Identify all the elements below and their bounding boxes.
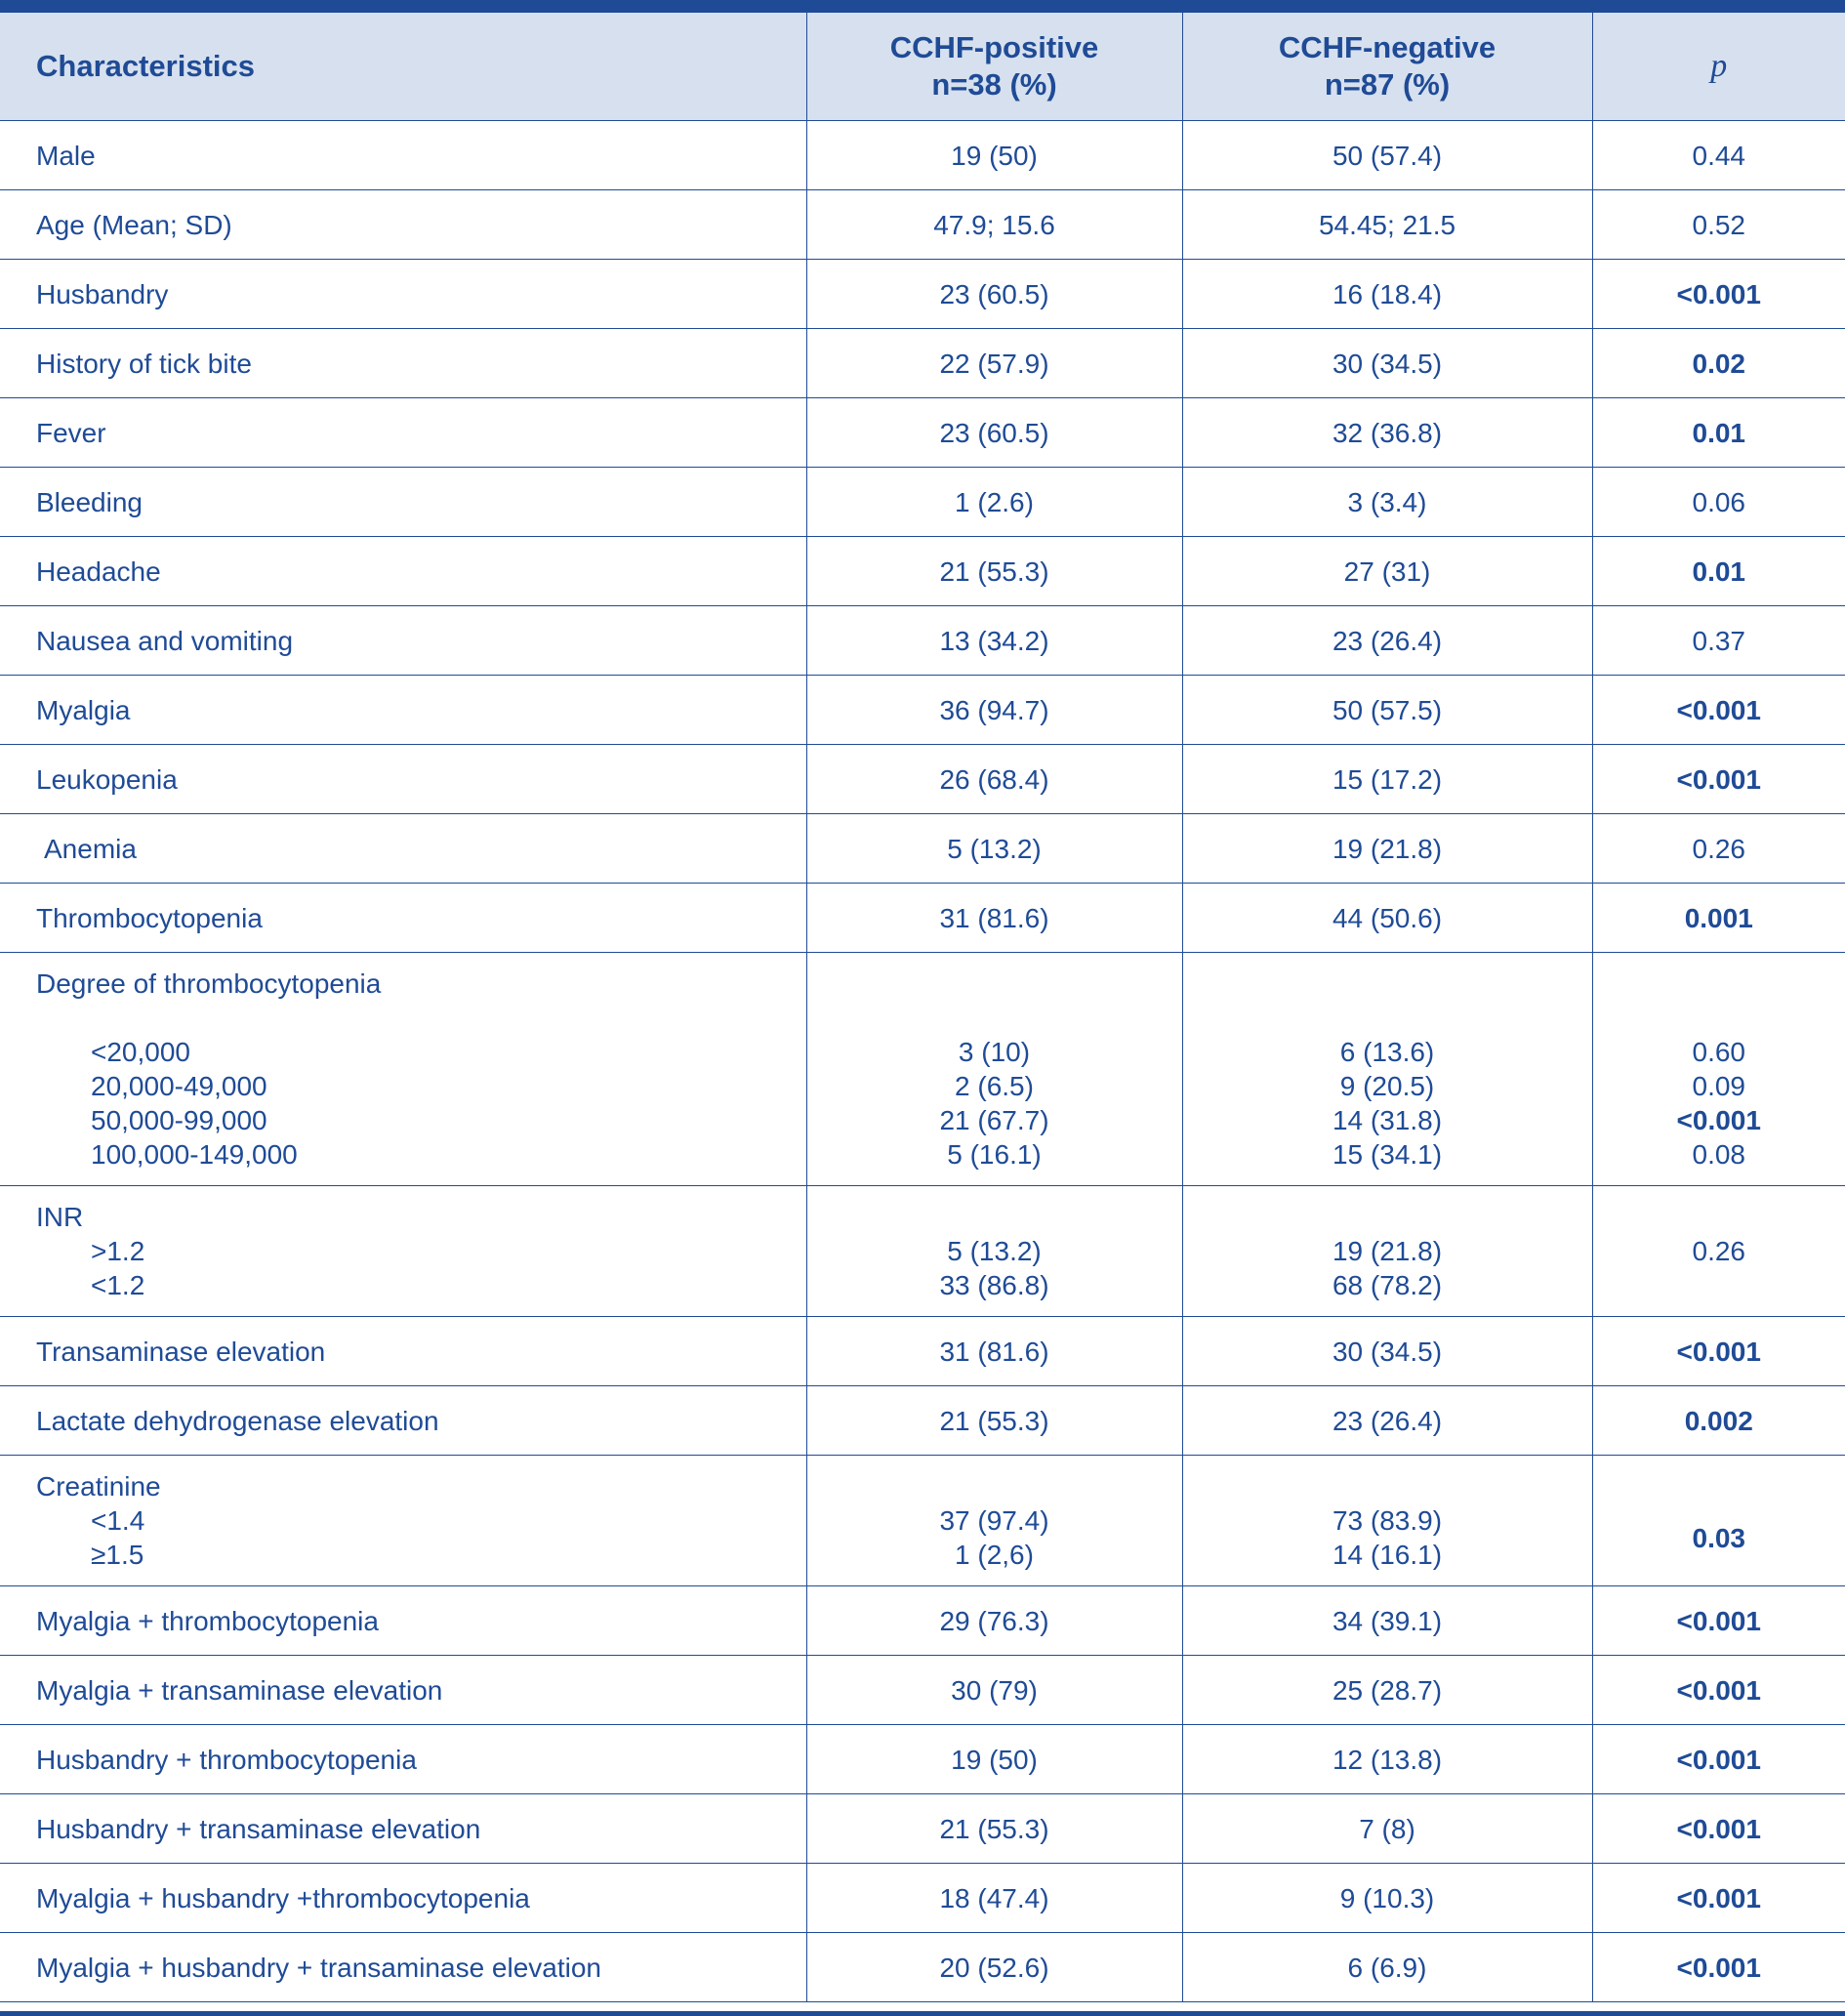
sub-negative: 19 (21.8) — [1332, 1236, 1443, 1266]
row-label: Age (Mean; SD) — [0, 190, 806, 260]
table-row — [0, 1864, 1845, 1933]
spacer — [1605, 1001, 1834, 1035]
row-p: <0.001 — [1592, 745, 1845, 814]
sub-positive: 5 (13.2) — [947, 1236, 1042, 1266]
header-characteristics: Characteristics — [0, 13, 806, 121]
table-row — [0, 398, 1845, 468]
row-label: Husbandry + transaminase elevation — [0, 1794, 806, 1864]
row-positive: 23 (60.5) — [806, 398, 1182, 468]
row-positive: 5 (13.2) — [806, 814, 1182, 884]
row-p: 0.002 — [1592, 1386, 1845, 1456]
row-p: 0.02 — [1592, 329, 1845, 398]
row-p: <0.001 — [1592, 676, 1845, 745]
table-row-inr — [0, 1186, 1845, 1317]
spacer — [36, 1001, 795, 1035]
row-label: Husbandry + thrombocytopenia — [0, 1725, 806, 1794]
row-positive — [806, 953, 1182, 1186]
row-label: Leukopenia — [0, 745, 806, 814]
row-label — [0, 1186, 806, 1317]
row-label: Husbandry — [0, 260, 806, 329]
header-cchf-positive-n: n=38 (%) — [931, 67, 1057, 102]
header-p-value: p — [1592, 13, 1845, 121]
row-label: Myalgia + husbandry +thrombocytopenia — [0, 1864, 806, 1933]
table-row — [0, 884, 1845, 953]
row-positive: 21 (55.3) — [806, 537, 1182, 606]
row-negative: 50 (57.4) — [1182, 121, 1592, 190]
table-row — [0, 329, 1845, 398]
row-negative: 19 (21.8) — [1182, 814, 1592, 884]
row-negative: 25 (28.7) — [1182, 1656, 1592, 1725]
row-positive: 47.9; 15.6 — [806, 190, 1182, 260]
row-label: Myalgia + transaminase elevation — [0, 1656, 806, 1725]
row-negative: 6 (6.9) — [1182, 1933, 1592, 2002]
table-row — [0, 121, 1845, 190]
spacer — [1195, 1200, 1580, 1234]
row-negative: 54.45; 21.5 — [1182, 190, 1592, 260]
sub-positive: 1 (2,6) — [955, 1540, 1034, 1570]
row-p: <0.001 — [1592, 1586, 1845, 1656]
row-positive: 13 (34.2) — [806, 606, 1182, 676]
row-positive: 20 (52.6) — [806, 1933, 1182, 2002]
spacer — [819, 1001, 1170, 1035]
sub-p: 0.60 — [1692, 1037, 1745, 1067]
row-negative: 23 (26.4) — [1182, 1386, 1592, 1456]
row-p: <0.001 — [1592, 1656, 1845, 1725]
group-label: INR — [36, 1202, 84, 1232]
sub-label: 20,000-49,000 — [91, 1071, 267, 1101]
row-label — [0, 1456, 806, 1586]
sub-p: 0.08 — [1692, 1139, 1745, 1170]
table-row — [0, 1317, 1845, 1386]
row-positive: 30 (79) — [806, 1656, 1182, 1725]
sub-negative: 14 (16.1) — [1332, 1540, 1443, 1570]
row-label: Lactate dehydrogenase elevation — [0, 1386, 806, 1456]
sub-negative: 73 (83.9) — [1332, 1505, 1443, 1536]
sub-label: ≥1.5 — [91, 1540, 144, 1570]
row-p: <0.001 — [1592, 1794, 1845, 1864]
row-p: <0.001 — [1592, 1317, 1845, 1386]
row-negative: 30 (34.5) — [1182, 329, 1592, 398]
row-p: 0.44 — [1592, 121, 1845, 190]
row-negative — [1182, 1456, 1592, 1586]
row-p: <0.001 — [1592, 260, 1845, 329]
row-positive: 26 (68.4) — [806, 745, 1182, 814]
sub-label: 100,000-149,000 — [91, 1139, 298, 1170]
sub-positive: 37 (97.4) — [939, 1505, 1049, 1536]
row-label: Fever — [0, 398, 806, 468]
table-row — [0, 1656, 1845, 1725]
row-positive: 36 (94.7) — [806, 676, 1182, 745]
sub-negative: 6 (13.6) — [1339, 1037, 1435, 1067]
row-label: Myalgia + husbandry + transaminase elevation — [0, 1933, 806, 2002]
row-positive: 31 (81.6) — [806, 884, 1182, 953]
header-cchf-negative — [1182, 13, 1592, 121]
header-cchf-negative-title: CCHF-negative — [1278, 30, 1496, 64]
spacer — [1605, 1487, 1834, 1521]
row-negative: 15 (17.2) — [1182, 745, 1592, 814]
row-label: Myalgia + thrombocytopenia — [0, 1586, 806, 1656]
row-label: Thrombocytopenia — [0, 884, 806, 953]
sub-p: 0.09 — [1692, 1071, 1745, 1101]
table-row — [0, 260, 1845, 329]
sub-label: >1.2 — [91, 1236, 145, 1266]
row-label-text: Anemia — [44, 833, 137, 864]
table-row — [0, 537, 1845, 606]
row-p: 0.01 — [1592, 537, 1845, 606]
row-negative: 7 (8) — [1182, 1794, 1592, 1864]
row-p: <0.001 — [1592, 1864, 1845, 1933]
spacer — [1195, 1469, 1580, 1503]
table-header — [0, 13, 1845, 121]
table-row — [0, 1933, 1845, 2002]
row-label: History of tick bite — [0, 329, 806, 398]
row-p: <0.001 — [1592, 1933, 1845, 2002]
row-negative: 44 (50.6) — [1182, 884, 1592, 953]
row-negative: 34 (39.1) — [1182, 1586, 1592, 1656]
table-row-degree-thrombocytopenia — [0, 953, 1845, 1186]
row-p: 0.26 — [1592, 814, 1845, 884]
row-positive: 18 (47.4) — [806, 1864, 1182, 1933]
row-p: 0.52 — [1592, 190, 1845, 260]
table-row — [0, 1586, 1845, 1656]
row-p: <0.001 — [1592, 1725, 1845, 1794]
table-row — [0, 676, 1845, 745]
row-negative: 12 (13.8) — [1182, 1725, 1592, 1794]
table-row-creatinine — [0, 1456, 1845, 1586]
row-positive — [806, 1186, 1182, 1317]
row-negative: 16 (18.4) — [1182, 260, 1592, 329]
row-positive: 31 (81.6) — [806, 1317, 1182, 1386]
row-label: Nausea and vomiting — [0, 606, 806, 676]
spacer — [1605, 967, 1834, 1001]
creatinine-p: 0.03 — [1692, 1522, 1745, 1553]
sub-negative: 14 (31.8) — [1332, 1105, 1443, 1135]
row-negative: 3 (3.4) — [1182, 468, 1592, 537]
row-positive: 29 (76.3) — [806, 1586, 1182, 1656]
row-negative: 50 (57.5) — [1182, 676, 1592, 745]
header-cchf-negative-n: n=87 (%) — [1324, 67, 1451, 102]
table-row — [0, 1794, 1845, 1864]
row-label — [0, 953, 806, 1186]
row-p: 0.26 — [1592, 1186, 1845, 1317]
spacer — [819, 967, 1170, 1001]
characteristics-table — [0, 13, 1845, 2002]
sub-label: 50,000-99,000 — [91, 1105, 267, 1135]
row-p: 0.37 — [1592, 606, 1845, 676]
row-positive — [806, 1456, 1182, 1586]
sub-label: <20,000 — [91, 1037, 190, 1067]
row-p: 0.01 — [1592, 398, 1845, 468]
row-p — [1592, 953, 1845, 1186]
row-negative: 32 (36.8) — [1182, 398, 1592, 468]
row-negative: 27 (31) — [1182, 537, 1592, 606]
table-row — [0, 606, 1845, 676]
row-p — [1592, 1456, 1845, 1586]
row-positive: 21 (55.3) — [806, 1386, 1182, 1456]
spacer — [819, 1469, 1170, 1503]
header-cchf-positive-title: CCHF-positive — [889, 30, 1099, 64]
row-label — [0, 814, 806, 884]
row-label: Male — [0, 121, 806, 190]
row-negative: 23 (26.4) — [1182, 606, 1592, 676]
header-row — [0, 13, 1845, 121]
row-positive: 21 (55.3) — [806, 1794, 1182, 1864]
row-negative — [1182, 953, 1592, 1186]
row-negative — [1182, 1186, 1592, 1317]
table-body — [0, 121, 1845, 2002]
row-label: Bleeding — [0, 468, 806, 537]
spacer — [1195, 1001, 1580, 1035]
sub-label: <1.2 — [91, 1270, 145, 1300]
row-label: Transaminase elevation — [0, 1317, 806, 1386]
sub-label: <1.4 — [91, 1505, 145, 1536]
row-positive: 19 (50) — [806, 1725, 1182, 1794]
sub-negative: 9 (20.5) — [1339, 1071, 1435, 1101]
table-row — [0, 745, 1845, 814]
row-label: Myalgia — [0, 676, 806, 745]
row-negative: 9 (10.3) — [1182, 1864, 1592, 1933]
table-row — [0, 468, 1845, 537]
sub-negative: 68 (78.2) — [1332, 1270, 1443, 1300]
row-positive: 22 (57.9) — [806, 329, 1182, 398]
spacer — [1195, 967, 1580, 1001]
row-label: Headache — [0, 537, 806, 606]
row-positive: 19 (50) — [806, 121, 1182, 190]
row-p: 0.06 — [1592, 468, 1845, 537]
sub-positive: 3 (10) — [958, 1037, 1031, 1067]
spacer — [819, 1200, 1170, 1234]
row-p: 0.001 — [1592, 884, 1845, 953]
row-positive: 23 (60.5) — [806, 260, 1182, 329]
group-label: Creatinine — [36, 1471, 161, 1502]
sub-positive: 33 (86.8) — [939, 1270, 1049, 1300]
table-row — [0, 1386, 1845, 1456]
row-negative: 30 (34.5) — [1182, 1317, 1592, 1386]
table-row — [0, 190, 1845, 260]
sub-positive: 21 (67.7) — [939, 1105, 1049, 1135]
table-row — [0, 1725, 1845, 1794]
sub-p: <0.001 — [1676, 1105, 1761, 1135]
group-label: Degree of thrombocytopenia — [36, 968, 382, 999]
sub-positive: 2 (6.5) — [955, 1071, 1034, 1101]
sub-negative: 15 (34.1) — [1332, 1139, 1443, 1170]
table-row — [0, 814, 1845, 884]
header-cchf-positive — [806, 13, 1182, 121]
row-positive: 1 (2.6) — [806, 468, 1182, 537]
sub-positive: 5 (16.1) — [947, 1139, 1042, 1170]
